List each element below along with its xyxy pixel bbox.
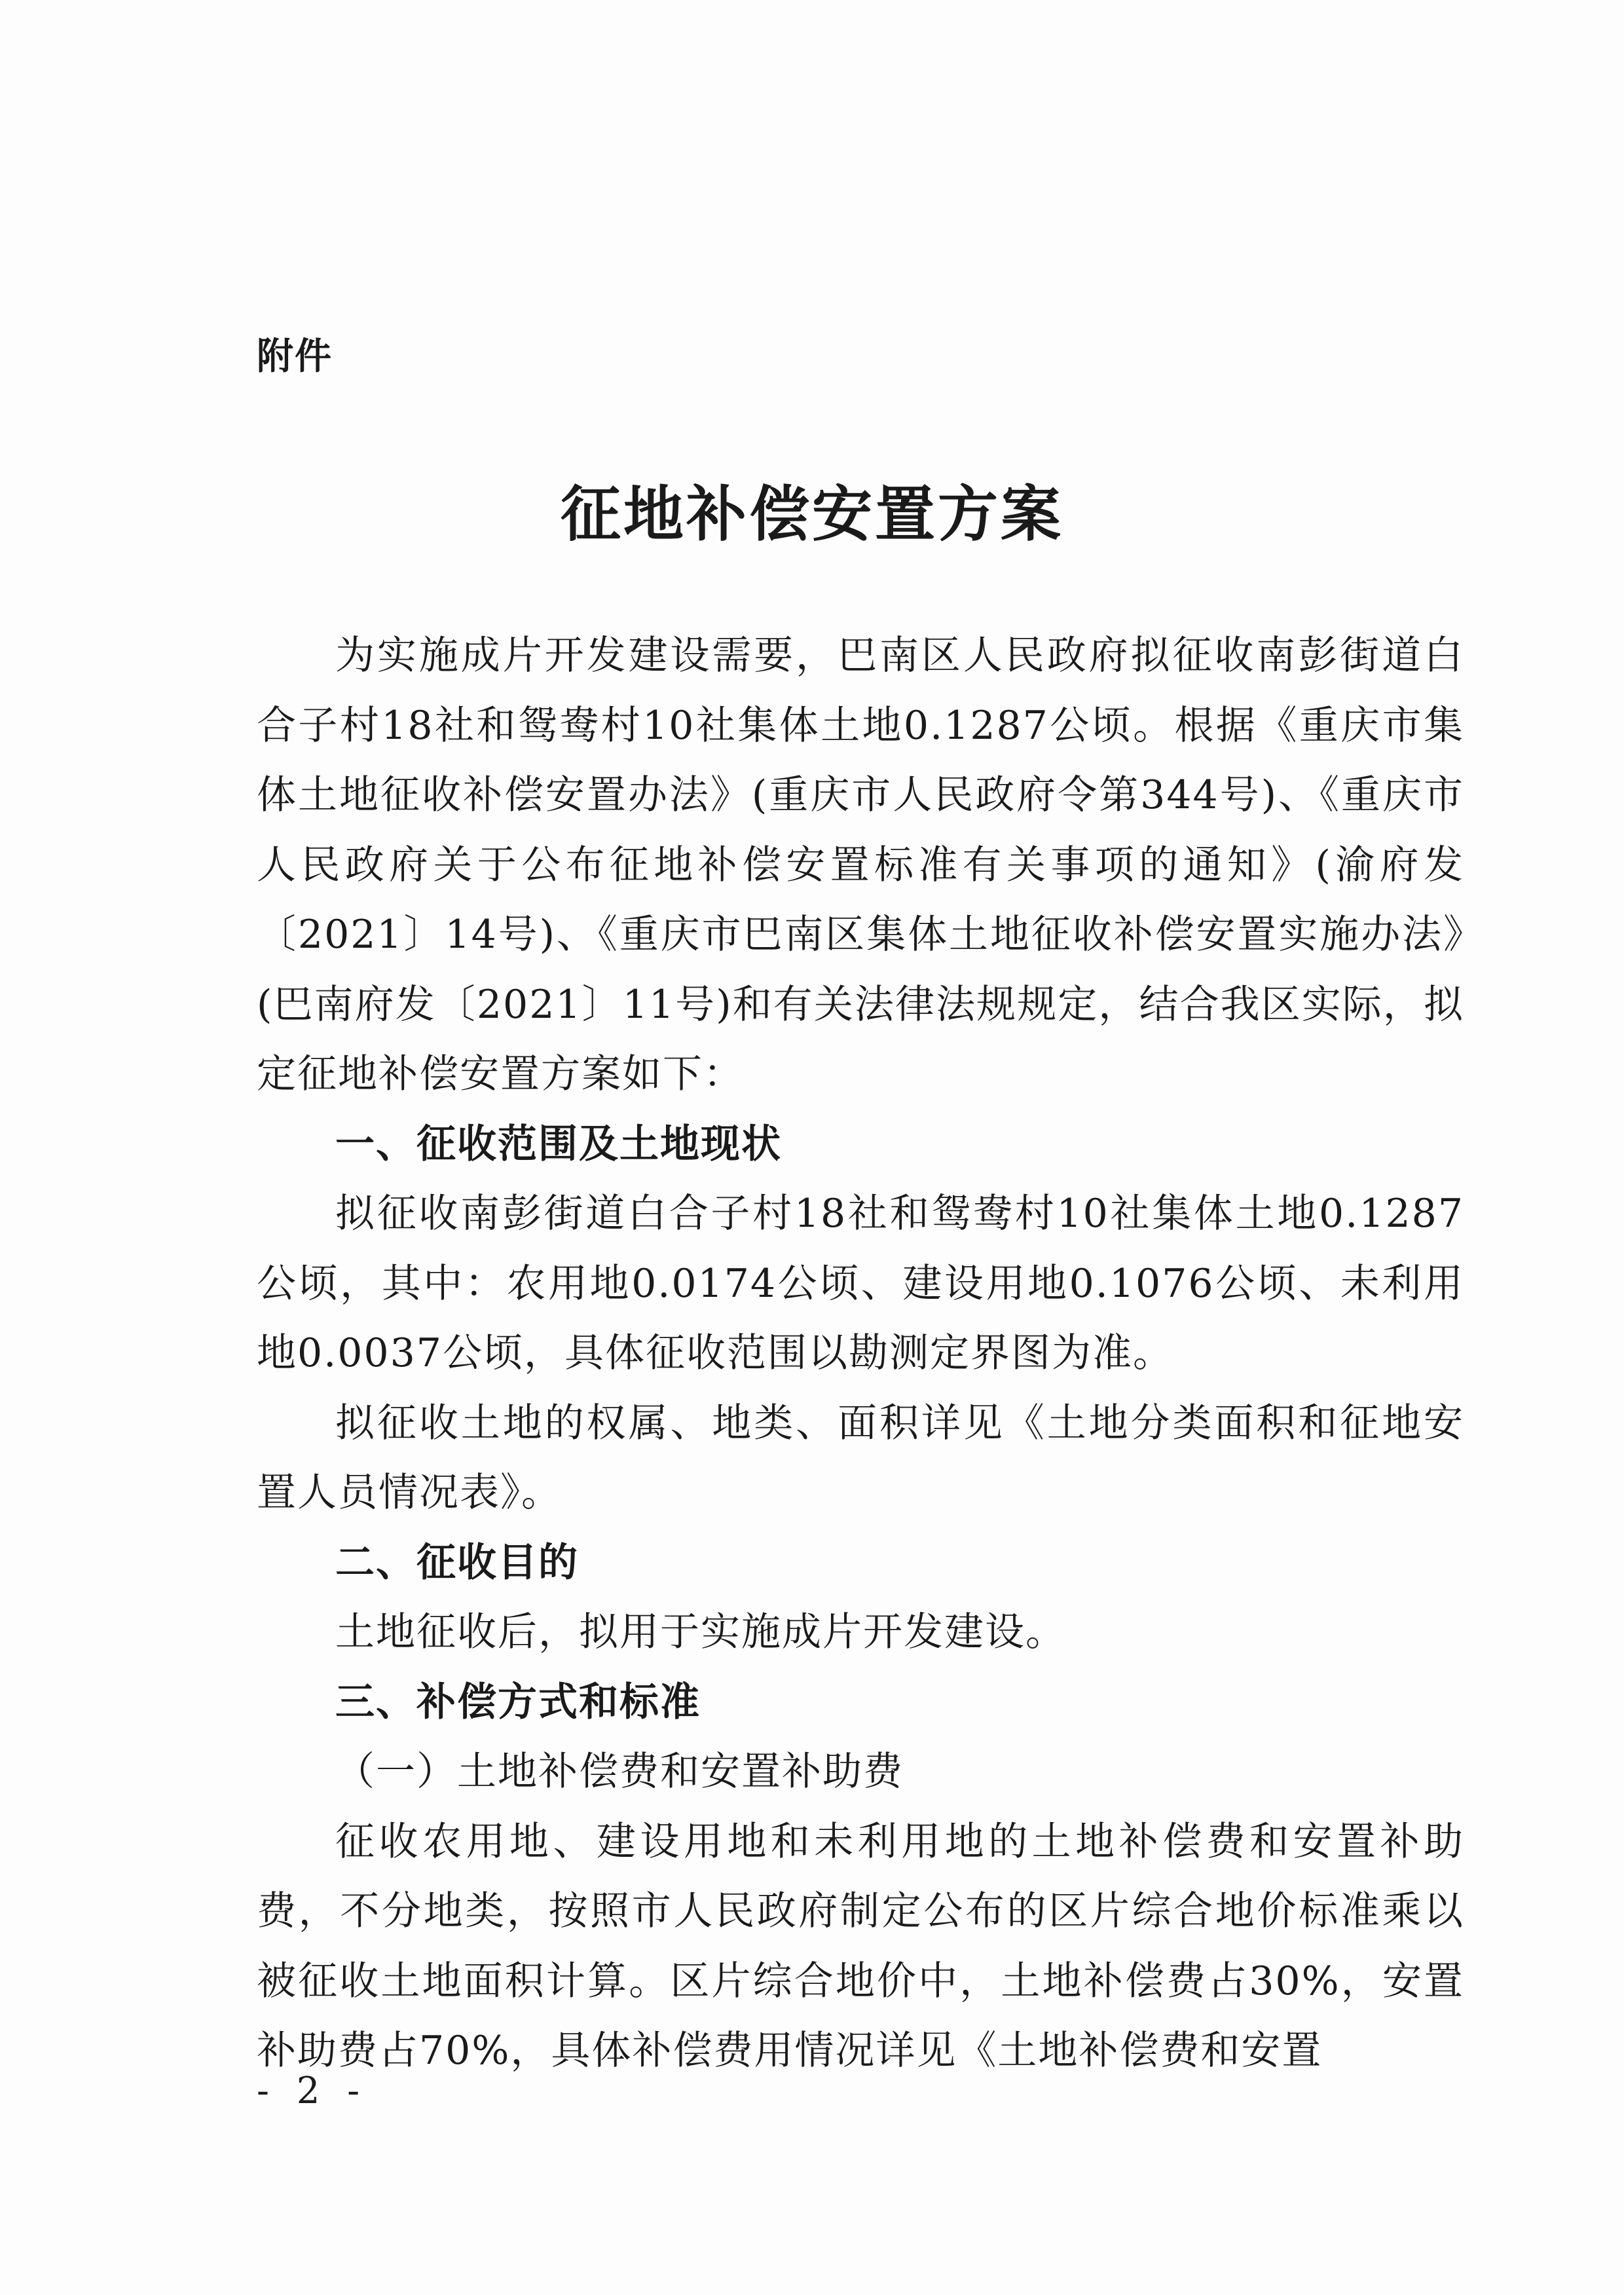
purpose-paragraph: 土地征收后，拟用于实施成片开发建设。: [335, 1609, 1066, 1655]
land-fee-paragraph: 征收农用地、建设用地和未利用地的土地补偿费和安置补助费，不分地类，按照市人民政府制定公布的区片综合地价标准乘以被征收土地面积计算。区片综合地价中，土地补偿费占30%，安置补助费占70%，具体补偿费用情况详见《土地补偿费和安置: [257, 1818, 1464, 2074]
scope-paragraph: 拟征收南彭街道白合子村18社和鸳鸯村10社集体土地0.1287公顷，其中：农用地0.0174公顷、建设用地0.1076公顷、未利用地0.0037公顷，具体征收范围以勘测定界图为准。: [257, 1191, 1464, 1376]
document-body: [257, 621, 1464, 2086]
document-title: 征地补偿安置方案: [560, 479, 1063, 550]
intro-paragraph: 为实施成片开发建设需要，巴南区人民政府拟征收南彭街道白合子村18社和鸳鸯村10社集体土地0.1287公顷。根据《重庆市集体土地征收补偿安置办法》(重庆市人民政府令第344号)、《重庆市人民政府关于公布征地补偿安置标准有关事项的通知》(渝府发〔2021〕14号)、《重庆市巴南区集体土地征收补偿安置实施办法》(巴南府发〔2021〕11号)和有关法律法规规定，结合我区实际，拟定征地补偿安置方案如下：: [257, 633, 1464, 1097]
subsection-heading-land-fee: （一）土地补偿费和安置补助费: [335, 1749, 904, 1795]
section-heading-compensation: 三、补偿方式和标准: [335, 1679, 701, 1725]
attachment-label: 附件: [257, 335, 333, 378]
section-heading-scope: 一、征收范围及土地现状: [335, 1121, 782, 1167]
section-heading-purpose: 二、征收目的: [335, 1539, 579, 1586]
page-number: - 2 -: [257, 2070, 368, 2112]
ownership-paragraph: 拟征收土地的权属、地类、面积详见《土地分类面积和征地安置人员情况表》。: [257, 1400, 1464, 1516]
